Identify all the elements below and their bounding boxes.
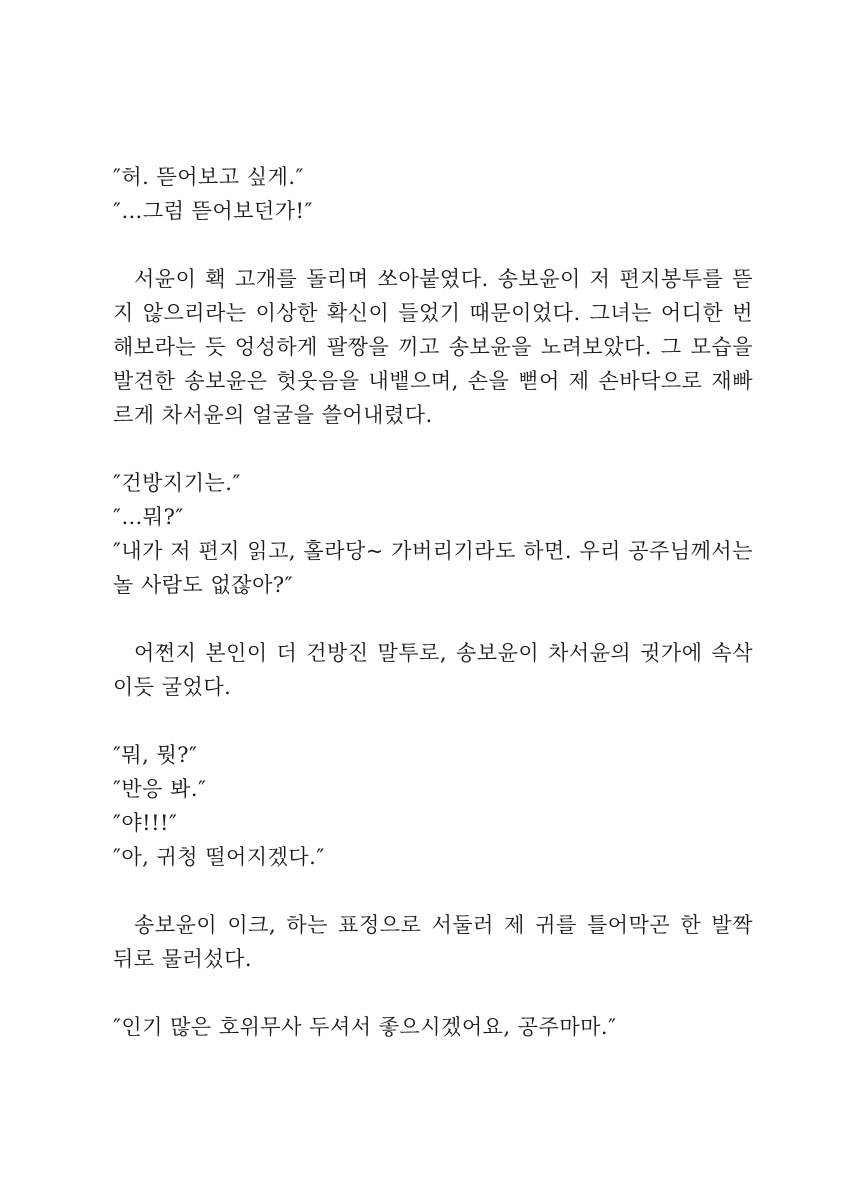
paragraph-gap (113, 228, 753, 262)
narration-paragraph: 서윤이 홱 고개를 돌리며 쏘아붙였다. 송보윤이 저 편지봉투를 뜯지 않으리라는 이상한 확신이 들었기 때문이었다. 그녀는 어디한 번 해보라는 듯 엉성하게 팔짱을 끼고 송보윤을 노려보았다. 그 모습을 발견한 송보윤은 헛웃음을 내뱉으며, 손을 뻗어 제 손바닥으로 재빠르게 차서윤의 얼굴을 쓸어내렸다. (113, 267, 753, 427)
paragraph-gap (113, 874, 753, 908)
dialogue-line: ″야!!!″ (113, 811, 178, 835)
dialogue-line: ″…그럼 뜯어보던가!″ (113, 199, 313, 223)
dialogue-line: ″반응 봐.″ (113, 777, 207, 801)
dialogue-line: ″뭐, 뭣?″ (113, 743, 198, 767)
paragraph-gap (113, 432, 753, 466)
narration-paragraph: 송보윤이 이크, 하는 표정으로 서둘러 제 귀를 틀어막곤 한 발짝 뒤로 물러섰다. (113, 913, 753, 971)
paragraph-gap (113, 602, 753, 636)
paragraph-gap (113, 704, 753, 738)
dialogue-line: ″아, 귀청 떨어지겠다.″ (113, 845, 325, 869)
dialogue-line: ″허. 뜯어보고 싶게.″ (113, 165, 304, 189)
dialogue-line: ″인기 많은 호위무사 두셔서 좋으시겠어요, 공주마마.″ (113, 1015, 617, 1039)
paragraph-gap (113, 976, 753, 1010)
dialogue-line: ″…뭐?″ (113, 505, 184, 529)
dialogue-line: ″내가 저 편지 읽고, 홀라당~ 가버리기라도 하면. 우리 공주님께서는 놀 사람도 없잖아?″ (113, 539, 753, 597)
dialogue-line: ″건방지기는.″ (113, 471, 241, 495)
story-text (113, 160, 753, 1044)
narration-paragraph: 어쩐지 본인이 더 건방진 말투로, 송보윤이 차서윤의 귓가에 속삭이듯 굴었다. (113, 641, 753, 699)
